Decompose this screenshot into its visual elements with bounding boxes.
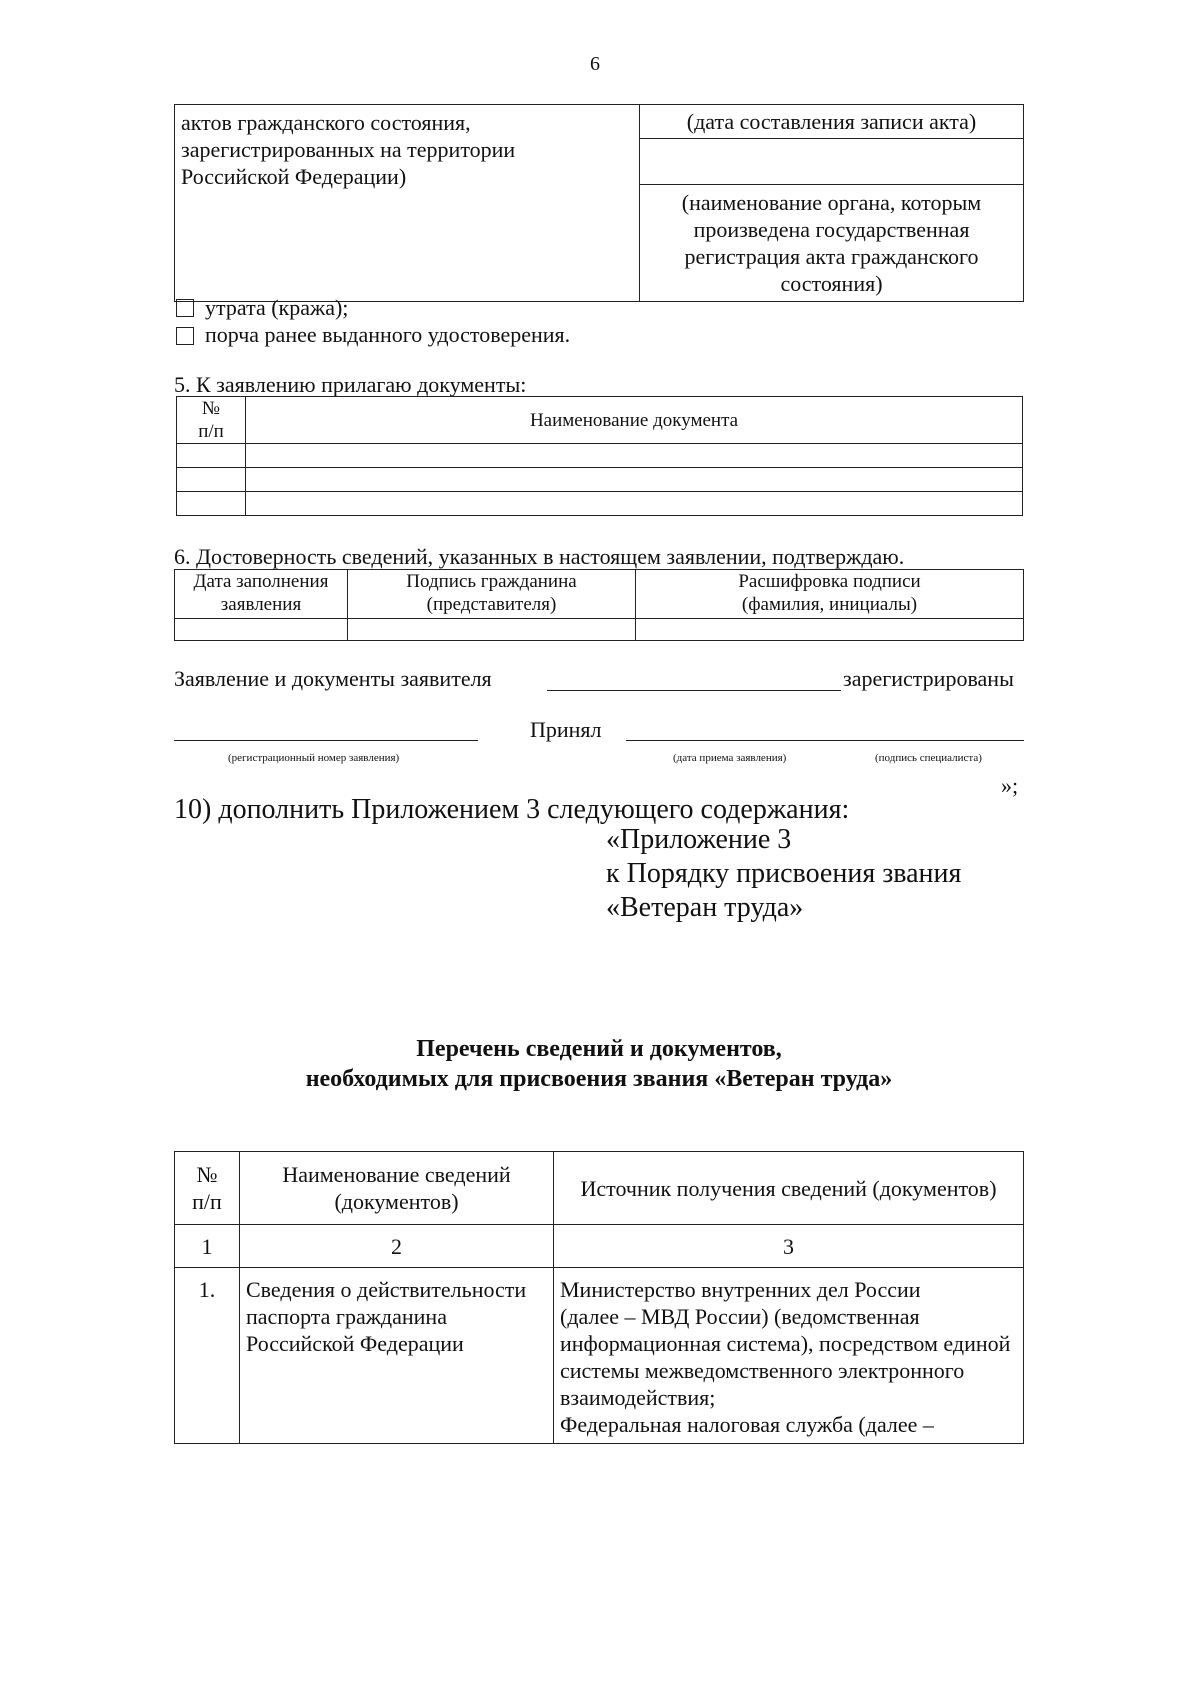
docs-row-num[interactable] [177, 492, 246, 516]
fill-date-header-line: заявления [220, 594, 302, 615]
appendix-heading [606, 823, 961, 925]
index-cell-2: 2 [240, 1225, 554, 1268]
section5-title: 5. К заявлению прилагаю документы: [174, 372, 527, 397]
accepted-label: Принял [530, 717, 602, 742]
row-source-line: взаимодействия; [560, 1385, 716, 1410]
signature-header [348, 570, 636, 619]
signature-field[interactable] [348, 619, 636, 641]
index-cell-3: 3 [554, 1225, 1024, 1268]
signature-transcript-header [636, 570, 1024, 619]
docs-num-header-line: п/п [198, 421, 224, 442]
fill-date-field[interactable] [175, 619, 348, 641]
documents-list-table [174, 1151, 1024, 1444]
docs-row-num[interactable] [177, 468, 246, 492]
appendix-line: «Приложение 3 [606, 824, 792, 855]
row-source-cell [554, 1268, 1024, 1444]
loss-theft-checkbox[interactable] [176, 299, 194, 317]
row-name-cell [240, 1268, 554, 1444]
main-name-header [240, 1152, 554, 1225]
signature-header-line: (представителя) [426, 594, 557, 615]
list-title-line: необходимых для присвоения звания «Ветеран труда» [305, 1066, 893, 1092]
loss-theft-label: утрата (кража); [205, 295, 349, 320]
fill-date-header-line: Дата заполнения [193, 571, 329, 592]
docs-num-header [177, 397, 246, 444]
row-name-line: Российской Федерации [246, 1331, 464, 1356]
signature-header-line: Подпись гражданина [406, 571, 577, 592]
list-title [174, 1034, 1024, 1094]
row-name-line: паспорта гражданина [246, 1304, 447, 1329]
date-caption: (дата приема заявления) [673, 752, 787, 764]
registration-lead: Заявление и документы заявителя [174, 666, 492, 691]
act-org-line: состояния) [780, 271, 883, 296]
closing-quote: »; [1001, 773, 1019, 798]
row-source-line: (далее – МВД России) (ведомственная [560, 1304, 920, 1329]
appendix-line: «Ветеран труда» [606, 892, 804, 923]
main-num-header-line: п/п [192, 1189, 222, 1214]
act-date-field[interactable] [640, 139, 1024, 185]
signature-transcript-header-line: Расшифровка подписи [738, 571, 921, 592]
attached-docs-table [176, 396, 1023, 516]
docs-row-name[interactable] [246, 468, 1023, 492]
confirmation-table [174, 569, 1024, 641]
table-row [175, 1268, 1024, 1444]
section6-title: 6. Достоверность сведений, указанных в настоящем заявлении, подтверждаю. [174, 544, 905, 569]
main-num-header [175, 1152, 240, 1225]
act-left-line: актов гражданского состояния, [181, 110, 471, 135]
act-org-line: регистрация акта гражданского [684, 244, 979, 269]
docs-name-header: Наименование документа [246, 397, 1023, 444]
page-number: 6 [590, 53, 600, 75]
row-source-line: информационная система), посредством единой [560, 1331, 1011, 1356]
signature-transcript-field[interactable] [636, 619, 1024, 641]
row-source-line: Министерство внутренних дел России [560, 1277, 921, 1302]
damage-label: порча ранее выданного удостоверения. [205, 322, 571, 347]
registered-label: зарегистрированы [843, 666, 1014, 691]
reg-number-caption: (регистрационный номер заявления) [228, 752, 400, 764]
registration-blank-line[interactable] [547, 690, 841, 691]
act-org-line: (наименование органа, которым [681, 190, 982, 215]
act-org-line: произведена государственная [693, 217, 970, 242]
act-date-label: (дата составления записи акта) [640, 105, 1024, 139]
main-name-header-line: Наименование сведений [282, 1162, 511, 1187]
amendment-text: 10) дополнить Приложением 3 следующего содержания: [174, 794, 850, 825]
docs-row-num[interactable] [177, 444, 246, 468]
appendix-line: к Порядку присвоения звания [606, 858, 962, 889]
fill-date-header [175, 570, 348, 619]
act-left-line: зарегистрированных на территории [181, 137, 516, 162]
row-name-line: Сведения о действительности [246, 1277, 527, 1302]
accepted-line[interactable] [626, 740, 1024, 741]
row-num-cell: 1. [175, 1268, 240, 1444]
damage-checkbox[interactable] [176, 327, 194, 345]
index-cell-1: 1 [175, 1225, 240, 1268]
row-source-line: системы межведомственного электронного [560, 1358, 965, 1383]
docs-num-header-line: № [201, 398, 221, 419]
main-source-header: Источник получения сведений (документов) [554, 1152, 1024, 1225]
row-source-line: Федеральная налоговая служба (далее – [560, 1412, 934, 1437]
act-info-table [174, 104, 1024, 302]
signature-caption: (подпись специалиста) [875, 752, 982, 764]
main-num-header-line: № [196, 1162, 218, 1187]
reg-number-line[interactable] [174, 740, 478, 741]
docs-row-name[interactable] [246, 444, 1023, 468]
list-title-line: Перечень сведений и документов, [416, 1036, 782, 1062]
signature-transcript-header-line: (фамилия, инициалы) [741, 594, 918, 615]
main-name-header-line: (документов) [334, 1189, 459, 1214]
act-left-line: Российской Федерации) [181, 164, 407, 189]
docs-row-name[interactable] [246, 492, 1023, 516]
act-left-cell [175, 105, 640, 302]
act-org-label [640, 185, 1024, 302]
